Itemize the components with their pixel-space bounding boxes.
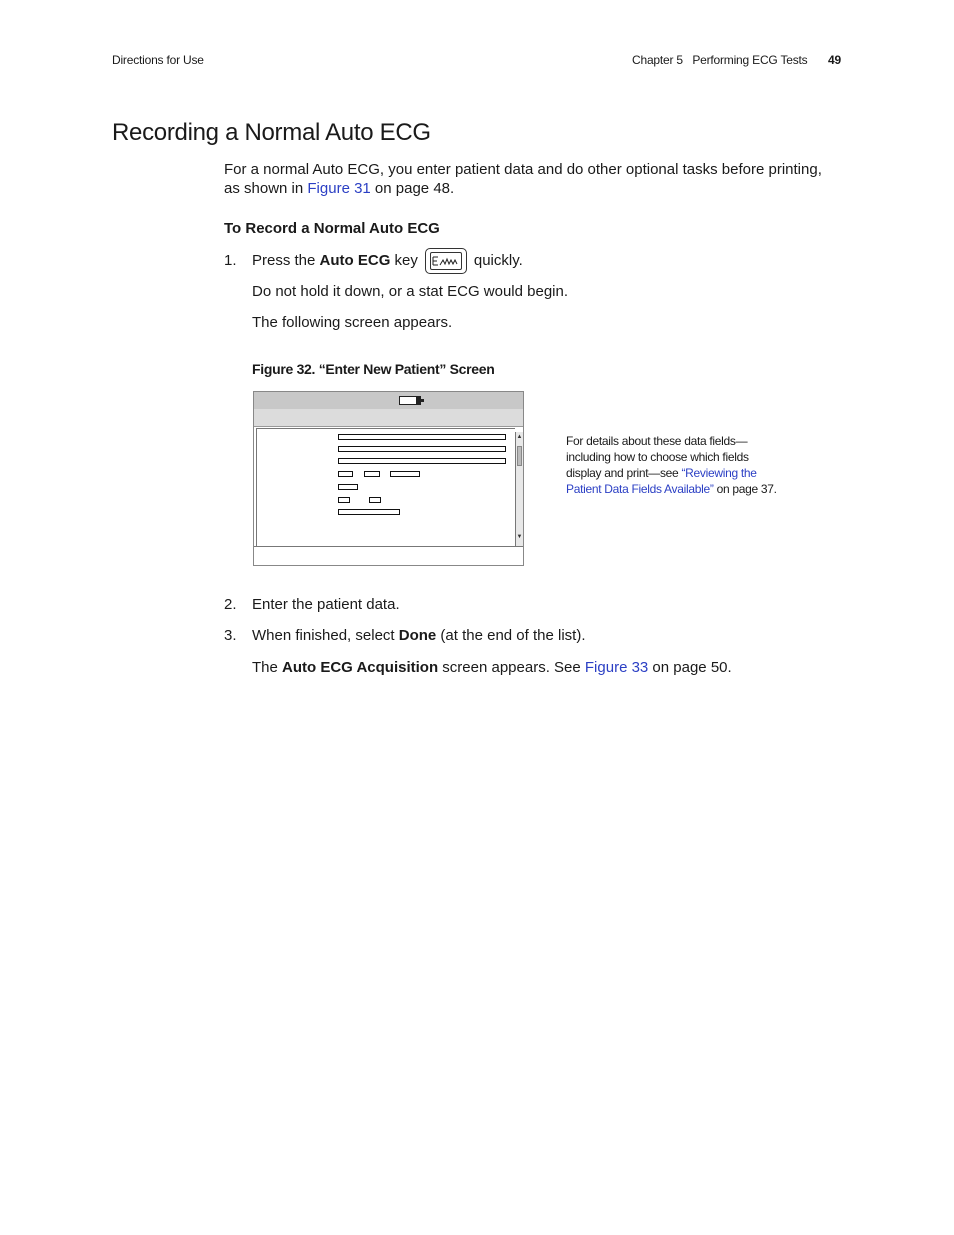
screen-status-bar	[254, 392, 523, 410]
chapter-title: Performing ECG Tests	[692, 53, 808, 67]
step-1-note-2: The following screen appears.	[252, 314, 453, 331]
step-1-text	[252, 247, 523, 274]
step-3-note-before: The	[252, 659, 283, 676]
step-1-note-1: Do not hold it down, or a stat ECG would begin.	[252, 283, 569, 300]
figure-31-link[interactable]: Figure 31	[307, 180, 371, 197]
side-note	[566, 433, 806, 497]
figure-caption: Figure 32. “Enter New Patient” Screen	[252, 361, 495, 377]
intro-line-2: as shown in	[224, 180, 308, 197]
patient-field[interactable]	[338, 471, 353, 477]
reviewing-fields-link[interactable]: “Reviewing the	[681, 466, 757, 480]
figure-33-link[interactable]: Figure 33	[584, 659, 649, 676]
step-1-number: 1.	[224, 252, 237, 269]
step-2-number: 2.	[224, 596, 237, 613]
step-3-note-bold: Auto ECG Acquisition	[282, 659, 439, 676]
side-note-line-2: including how to choose which fields	[566, 450, 749, 464]
step-1-mid: key	[390, 252, 418, 269]
intro-after: on page 48.	[370, 180, 455, 197]
procedure-title: To Record a Normal Auto ECG	[224, 220, 440, 237]
patient-data-fields	[256, 428, 515, 548]
screen-title-bar	[254, 409, 523, 427]
scroll-thumb[interactable]	[517, 446, 522, 466]
step-3-note	[252, 658, 732, 677]
step-1-bold: Auto ECG	[319, 252, 391, 269]
step-3-note-after: on page 50.	[648, 659, 732, 676]
step-2-text: Enter the patient data.	[252, 596, 400, 613]
reviewing-fields-link-cont[interactable]: Patient Data Fields Available”	[566, 482, 714, 496]
ecg-wave-icon	[431, 253, 461, 269]
patient-field[interactable]	[338, 434, 506, 440]
patient-field[interactable]	[364, 471, 380, 477]
step-3-bold: Done	[398, 627, 437, 644]
step-3-text	[252, 626, 586, 645]
screen-bottom-bar	[254, 546, 523, 565]
patient-field[interactable]	[369, 497, 381, 503]
intro-line-1: For a normal Auto ECG, you enter patient data and do other optional tasks before printing,	[224, 161, 822, 178]
step-3-before: When finished, select	[252, 627, 399, 644]
auto-ecg-key-icon	[425, 248, 467, 274]
battery-icon	[399, 396, 421, 405]
running-header-left: Directions for Use	[112, 53, 204, 67]
patient-field[interactable]	[338, 484, 358, 490]
patient-field[interactable]	[338, 458, 506, 464]
section-title: Recording a Normal Auto ECG	[112, 119, 431, 146]
step-3-number: 3.	[224, 627, 237, 644]
side-note-line-3: display and print—see	[566, 466, 682, 480]
step-3-after: (at the end of the list).	[436, 627, 586, 644]
step-1-before: Press the	[252, 252, 320, 269]
patient-field[interactable]	[338, 509, 400, 515]
scroll-down-arrow-icon[interactable]: ▼	[516, 534, 523, 540]
patient-field[interactable]	[338, 497, 350, 503]
side-note-line-1: For details about these data fields—	[566, 434, 748, 448]
patient-field[interactable]	[338, 446, 506, 452]
page-number: 49	[828, 53, 841, 67]
patient-field[interactable]	[390, 471, 420, 477]
chapter-label: Chapter 5	[632, 53, 683, 67]
scroll-up-arrow-icon[interactable]: ▲	[516, 434, 523, 440]
side-note-line-4-after: on page 37.	[713, 482, 777, 496]
running-header-chapter	[632, 53, 807, 67]
step-3-note-mid: screen appears. See	[438, 659, 585, 676]
enter-new-patient-screen	[253, 391, 524, 566]
scrollbar[interactable]	[515, 432, 523, 547]
step-1-after: quickly.	[473, 252, 523, 269]
intro-paragraph	[224, 160, 844, 198]
